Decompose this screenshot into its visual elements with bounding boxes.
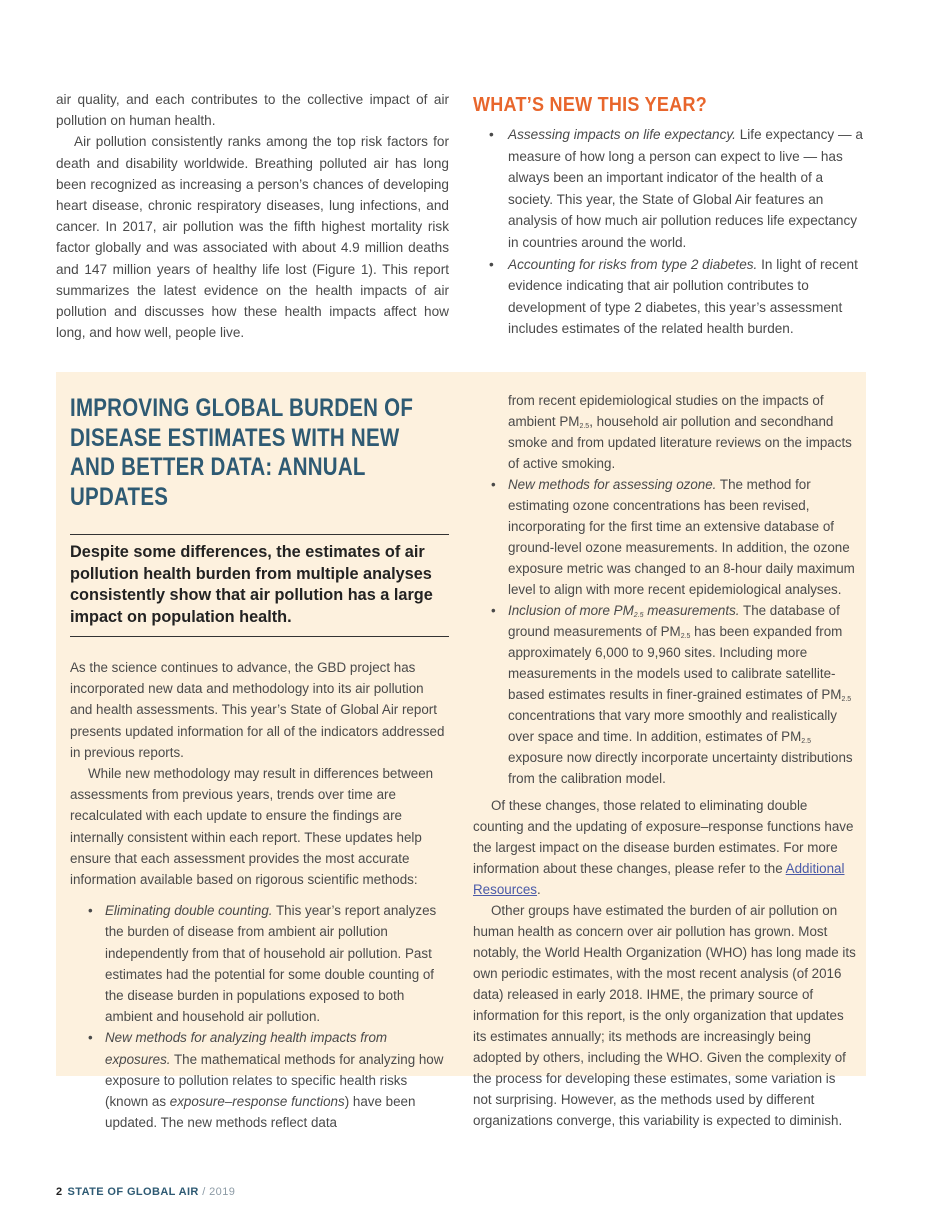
list-item-title: New methods for assessing ozone. (508, 477, 717, 492)
list-item (473, 124, 868, 254)
divider-bottom (70, 636, 449, 637)
list-item-title: Assessing impacts on life expectancy. (508, 127, 736, 142)
list-item-title: New methods for analyzing health impacts from exposures. (105, 1030, 388, 1067)
list-item (473, 254, 868, 340)
list-item-text: In light of recent evidence indicating that air pollution contributes to development of type 2 diabetes, this year’s assessment includes estimates of the related health burden. (508, 256, 858, 337)
text-span: Of these changes, those related to eliminating double counting and the updating of exposure–response functions have the largest impact on the disease burden estimates. For more information about these changes, please refer to the (473, 798, 854, 876)
list-item (70, 900, 449, 1027)
box-title: IMPROVING GLOBAL BURDEN OF DISEASE ESTIMATES WITH NEW AND BETTER DATA: ANNUAL UPDATES (70, 394, 414, 511)
page-footer (56, 1186, 235, 1198)
box-paragraph-3 (473, 795, 857, 900)
subscript: 2.5 (579, 423, 590, 430)
footer-year: 2019 (209, 1186, 236, 1198)
box-paragraph-4: Other groups have estimated the burden of air pollution on human health as concern over air pollution has grown. Most notably, the World Health Organization (WHO) has long made its own periodic estimates, with the most recent analysis (of 2016 data) released in early 2018. IHME, the primary source of information for this report, is the only organization that updates its estimates annually; its methods are increasingly being adopted by others, including the WHO. Given the complexity of the process for developing these estimates, some variation is not surprising. However, as the methods used by different organizations converge, this variability is expected to diminish. (473, 903, 856, 1128)
list-item (473, 474, 857, 600)
footer-title: STATE OF GLOBAL AIR (67, 1186, 199, 1198)
whats-new-section (473, 92, 868, 340)
whats-new-list (473, 124, 868, 340)
list-item-text: The mathematical methods for analyzing how exposure to pollution relates to specific health risks (known as (105, 1051, 444, 1110)
box-right-column (473, 390, 857, 1131)
annual-updates-box (56, 372, 866, 1131)
text-span: concentrations that vary more smoothly and realistically over space and time. In addition, estimates of PM (508, 708, 837, 744)
subscript: 2.5 (633, 612, 644, 619)
list-item-text: ) have been updated. The new methods reflect data (105, 1094, 416, 1131)
text-span: , household air pollution and secondhand smoke and from updated literature reviews on the impacts of active smoking. (508, 414, 852, 471)
list-item-text: The method for estimating ozone concentrations has been revised, incorporating for the first time an extensive database of ground-level ozone measurements. In addition, the ozone exposure metric was changed to an 8-hour daily maximum level to align with more recent epidemiological analyses. (508, 477, 855, 597)
footer-separator: / (198, 1186, 210, 1198)
list-item-text: This year’s report analyzes the burden of disease from ambient air pollution independently from that of household air pollution. Past estimates had the potential for some double counting of the disease burden in populations exposed to both ambient and household air pollution. (105, 903, 437, 1025)
text-span: The database of ground measurements of PM (508, 603, 840, 639)
list-item-continued (473, 390, 857, 474)
subscript: 2.5 (841, 696, 852, 703)
text-span: measurements. (643, 603, 740, 618)
subscript: 2.5 (680, 633, 691, 640)
page-number: 2 (56, 1186, 63, 1198)
updates-list-continued (473, 474, 857, 789)
text-span: Inclusion of more PM (508, 603, 634, 618)
list-item-title: Eliminating double counting. (105, 903, 273, 919)
box-paragraph-2: While new methodology may result in differences between assessments from previous years, trends over time are recalculated with each update to ensure the findings are internally consistent within each report. These updates help ensure that each assessment provides the most accurate information available based on rigorous scientific methods: (70, 766, 434, 888)
additional-resources-link[interactable]: Additional Resources (473, 861, 845, 897)
list-item (70, 1027, 449, 1133)
text-span: exposure now directly incorporate uncertainty distributions from the calibration model. (508, 750, 853, 786)
list-item-title: Accounting for risks from type 2 diabetes. (508, 256, 758, 272)
text-span: from recent epidemiological studies on the impacts of ambient PM (508, 393, 824, 429)
list-item (473, 600, 857, 789)
subscript: 2.5 (801, 738, 811, 745)
list-item-title (508, 603, 740, 618)
callout-text: Despite some differences, the estimates of air pollution health burden from multiple analyses consistently show that air pollution has a large impact on population health. (70, 543, 433, 626)
box-paragraph-1: As the science continues to advance, the GBD project has incorporated new data and methodology into its air pollution and health assessments. This year’s State of Global Air report presents updated information for all of the indicators addressed in previous reports. (70, 660, 445, 760)
intro-column (56, 89, 449, 343)
list-item-text: Life expectancy — a measure of how long a person can expect to live — has always been an important indicator of the health of a society. This year, the State of Global Air features an analysis of how much air pollution reduces life expectancy in countries around the world. (508, 127, 863, 250)
list-item-italic-term: exposure–response functions (169, 1094, 345, 1110)
divider-top (70, 534, 449, 535)
box-left-column (70, 394, 449, 1133)
intro-paragraph: Air pollution consistently ranks among the top risk factors for death and disability worldwide. Breathing polluted air has long been recognized as increasing a person’s chances of developing heart disease, chronic respiratory diseases, lung infections, and cancer. In 2017, air pollution was the fifth highest mortality risk factor globally and was associated with about 4.9 million deaths and 147 million years of healthy life lost (Figure 1). This report summarizes the latest evidence on the health impacts of air pollution and discusses how these health impacts affect how long, and how well, people live. (56, 134, 449, 341)
updates-list (70, 900, 449, 1133)
text-span: has been expanded from approximately 6,000 to 9,960 sites. Including more measurements in the models used to calibrate satellite-based estimates results in finer-grained estimates of PM (508, 624, 843, 702)
intro-paragraph-continued: air quality, and each contributes to the collective impact of air pollution on human health. (56, 92, 449, 129)
text-span: . (537, 882, 541, 897)
whats-new-heading: WHAT’S NEW THIS YEAR? (473, 94, 708, 116)
